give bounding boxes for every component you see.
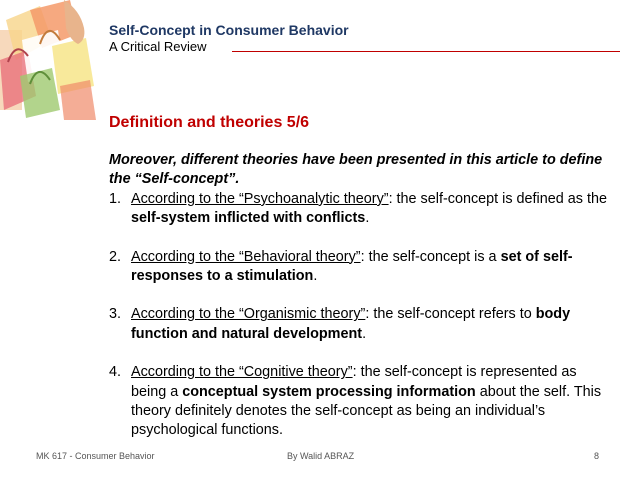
- item-text: : the self-concept is a: [360, 248, 501, 265]
- item-text-end: .: [365, 210, 370, 227]
- footer-course: MK 617 - Consumer Behavior: [36, 451, 155, 461]
- item-text-end: .: [362, 325, 367, 342]
- list-item-text: [131, 305, 614, 344]
- intro-text: Moreover, different theories have been presented in this article to define the “Self-concept”.: [109, 152, 603, 188]
- presentation-title: Self-Concept in Consumer Behavior: [109, 22, 349, 38]
- list-number: 1.: [109, 190, 122, 207]
- slide-footer: [0, 451, 638, 465]
- item-emphasis: set of self-responses to a stimulation: [131, 248, 573, 285]
- item-emphasis: body function and natural development: [131, 306, 571, 342]
- footer-author: By Walid ABRAZ: [287, 451, 355, 461]
- theory-link[interactable]: According to the “Behavioral theory”: [131, 248, 361, 265]
- shopping-bags-image: [0, 0, 96, 120]
- list-item-text: [131, 363, 614, 441]
- list-item: [109, 248, 614, 287]
- item-text-end: .: [313, 268, 318, 285]
- slide-title: Definition and theories 5/6: [109, 114, 310, 131]
- item-text: : the self-concept is represented as being a: [131, 364, 577, 400]
- item-emphasis: self-system inflicted with conflicts: [131, 210, 366, 227]
- list-number: 3.: [109, 306, 122, 323]
- item-text-end: about the self. This theory definitely denotes the self-concept as being an individual’s psychological functions.: [131, 383, 602, 439]
- presentation-subtitle: A Critical Review: [109, 39, 207, 54]
- item-emphasis: conceptual system processing information: [182, 383, 476, 400]
- page-number: 8: [594, 451, 600, 461]
- list-item: [109, 305, 614, 344]
- theory-link[interactable]: According to the “Organismic theory”: [131, 306, 366, 323]
- slide-body: [109, 151, 614, 441]
- item-text: : the self-concept is defined as the: [388, 190, 607, 207]
- header-divider: [232, 51, 620, 52]
- list-item: [109, 363, 614, 441]
- theory-link[interactable]: According to the “Cognitive theory”: [131, 364, 353, 381]
- theory-link[interactable]: According to the “Psychoanalytic theory”: [131, 190, 389, 207]
- theory-list: [109, 190, 614, 441]
- list-item: [109, 190, 614, 229]
- item-text: : the self-concept refers to: [365, 306, 536, 323]
- list-number: 2.: [109, 248, 122, 265]
- list-item-text: [131, 190, 614, 229]
- list-number: 4.: [109, 364, 122, 381]
- list-item-text: [131, 248, 614, 287]
